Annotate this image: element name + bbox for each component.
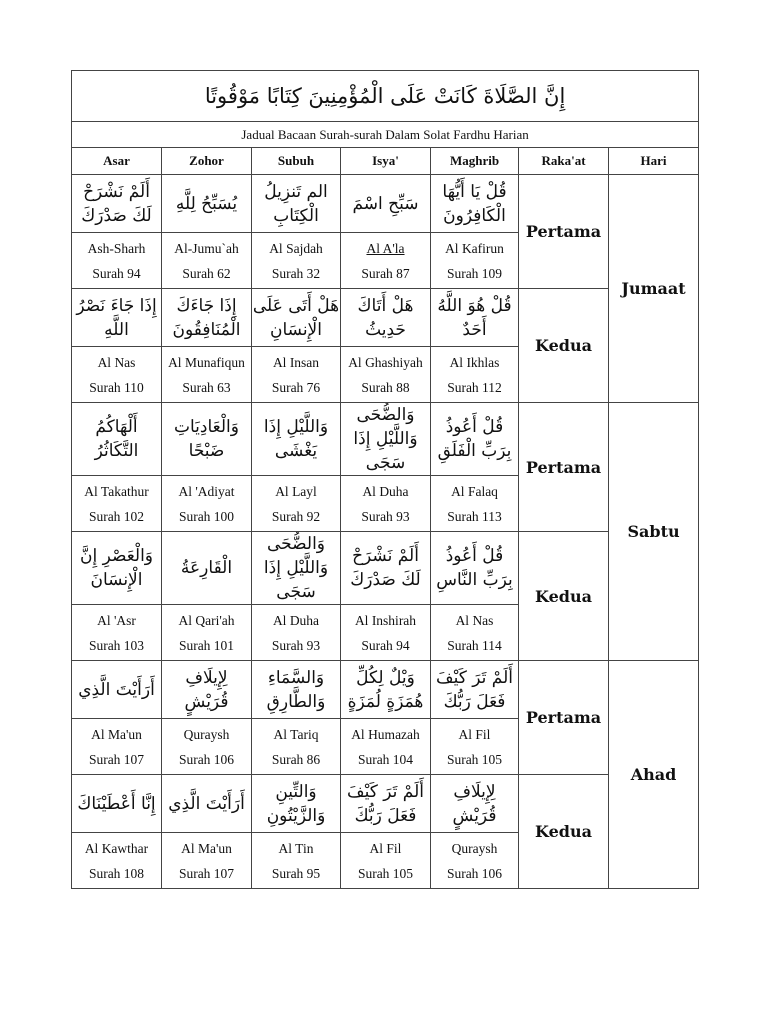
surah-name: Al Tin bbox=[278, 840, 314, 856]
surah-name: Al Tariq bbox=[273, 726, 319, 742]
surah-name: Al Qari'ah bbox=[178, 612, 235, 628]
surah-number: Surah 63 bbox=[182, 379, 231, 395]
surah-number: Surah 107 bbox=[88, 751, 145, 767]
header-maghrib: Maghrib bbox=[431, 148, 519, 175]
surah-cell bbox=[162, 605, 252, 661]
surah-name: Al-Jumu`ah bbox=[174, 240, 239, 256]
arabic-verse-cell: وَالسَّمَاءِ وَالطَّارِقِ bbox=[252, 661, 341, 719]
surah-cell bbox=[341, 347, 431, 403]
arabic-verse-cell: وَالْعَادِيَاتِ ضَبْحًا bbox=[162, 403, 252, 476]
surah-cell bbox=[341, 605, 431, 661]
header-hari: Hari bbox=[609, 148, 699, 175]
surah-name: Al Falaq bbox=[451, 483, 498, 499]
surah-number: Surah 107 bbox=[178, 865, 235, 881]
arabic-verse-cell: وَيْلٌ لِكُلِّ هُمَزَةٍ لُمَزَةٍ bbox=[341, 661, 431, 719]
surah-name: Al Duha bbox=[362, 483, 409, 499]
surah-cell bbox=[162, 347, 252, 403]
surah-number: Surah 101 bbox=[178, 637, 235, 653]
schedule-subtitle: Jadual Bacaan Surah-surah Dalam Solat Fardhu Harian bbox=[72, 122, 699, 148]
surah-name: Al Ma'un bbox=[181, 840, 232, 856]
arabic-verse-cell: أَلَمْ نَشْرَحْ لَكَ صَدْرَكَ bbox=[72, 175, 162, 233]
arabic-verse-cell: وَالضُّحَى وَاللَّيْلِ إِذَا سَجَى bbox=[252, 532, 341, 605]
surah-cell bbox=[431, 605, 519, 661]
surah-number: Surah 32 bbox=[271, 265, 321, 281]
surah-name: Al Nas bbox=[455, 612, 494, 628]
arabic-verse-cell: لِإِيلَافِ قُرَيْشٍ bbox=[162, 661, 252, 719]
surah-name: Al Layl bbox=[275, 483, 317, 499]
surah-number: Surah 106 bbox=[446, 865, 503, 881]
arabic-verse-cell: وَالتِّينِ وَالزَّيْتُونِ bbox=[252, 775, 341, 833]
surah-number: Surah 105 bbox=[357, 865, 414, 881]
day-label: Ahad bbox=[609, 661, 699, 889]
prayer-reading-schedule-table bbox=[71, 70, 699, 889]
surah-cell bbox=[162, 833, 252, 889]
surah-cell bbox=[341, 719, 431, 775]
arabic-verse-cell: قُلْ أَعُوذُ بِرَبِّ النَّاسِ bbox=[431, 532, 519, 605]
surah-name: Al Ghashiyah bbox=[348, 354, 423, 370]
surah-number: Surah 109 bbox=[446, 265, 503, 281]
arabic-verse-cell: إِذَا جَاءَكَ الْمُنَافِقُونَ bbox=[162, 289, 252, 347]
surah-cell bbox=[341, 476, 431, 532]
arabic-verse-cell: أَلَمْ تَرَ كَيْفَ فَعَلَ رَبُّكَ bbox=[431, 661, 519, 719]
surah-name: Al 'Adiyat bbox=[178, 483, 235, 499]
surah-name: Al Fil bbox=[369, 840, 402, 856]
surah-number: Surah 94 bbox=[361, 637, 410, 653]
surah-number: Surah 105 bbox=[446, 751, 503, 767]
arabic-row bbox=[72, 403, 699, 476]
arabic-verse-cell: هَلْ أَتَاكَ حَدِيثُ bbox=[341, 289, 431, 347]
surah-cell bbox=[72, 719, 162, 775]
surah-cell bbox=[341, 233, 431, 289]
surah-name: Al Inshirah bbox=[354, 612, 417, 628]
surah-number: Surah 93 bbox=[361, 508, 410, 524]
surah-name: Al Takathur bbox=[84, 483, 149, 499]
arabic-verse-cell: أَلَمْ نَشْرَحْ لَكَ صَدْرَكَ bbox=[341, 532, 431, 605]
surah-number: Surah 102 bbox=[88, 508, 145, 524]
schedule-document bbox=[71, 70, 698, 889]
subtitle-row bbox=[72, 122, 699, 148]
arabic-verse-cell: إِذَا جَاءَ نَصْرُ اللَّهِ bbox=[72, 289, 162, 347]
surah-number: Surah 103 bbox=[88, 637, 145, 653]
arabic-verse-cell: أَلَمْ تَرَ كَيْفَ فَعَلَ رَبُّكَ bbox=[341, 775, 431, 833]
verse-row bbox=[72, 71, 699, 122]
header-rakaat: Raka'at bbox=[519, 148, 609, 175]
header-asar: Asar bbox=[72, 148, 162, 175]
surah-number: Surah 92 bbox=[271, 508, 321, 524]
arabic-verse-cell: أَرَأَيْتَ الَّذِي bbox=[72, 661, 162, 719]
surah-number: Surah 93 bbox=[271, 637, 321, 653]
surah-name: Quraysh bbox=[183, 726, 230, 742]
arabic-verse-cell: لِإِيلَافِ قُرَيْشٍ bbox=[431, 775, 519, 833]
surah-number: Surah 104 bbox=[357, 751, 414, 767]
surah-name: Al Ma'un bbox=[91, 726, 142, 742]
surah-number: Surah 88 bbox=[361, 379, 410, 395]
arabic-row bbox=[72, 289, 699, 347]
surah-cell bbox=[431, 719, 519, 775]
surah-name: Al Fil bbox=[458, 726, 491, 742]
surah-cell bbox=[431, 476, 519, 532]
surah-name: Al Kafirun bbox=[445, 240, 504, 256]
surah-cell bbox=[341, 833, 431, 889]
rakaat-label: Kedua bbox=[519, 775, 609, 889]
rakaat-label: Pertama bbox=[519, 175, 609, 289]
surah-cell bbox=[162, 719, 252, 775]
rakaat-label: Pertama bbox=[519, 403, 609, 532]
surah-name: Al Munafiqun bbox=[168, 354, 245, 370]
surah-number: Surah 113 bbox=[447, 508, 502, 524]
arabic-row bbox=[72, 175, 699, 233]
surah-number: Surah 87 bbox=[361, 265, 410, 281]
arabic-verse-cell: وَاللَّيْلِ إِذَا يَغْشَى bbox=[252, 403, 341, 476]
surah-cell bbox=[252, 233, 341, 289]
header-subuh: Subuh bbox=[252, 148, 341, 175]
arabic-row bbox=[72, 532, 699, 605]
surah-cell bbox=[431, 347, 519, 403]
surah-number: Surah 76 bbox=[271, 379, 321, 395]
rakaat-label: Kedua bbox=[519, 289, 609, 403]
arabic-verse-cell: قُلْ أَعُوذُ بِرَبِّ الْفَلَقِ bbox=[431, 403, 519, 476]
arabic-verse-cell: أَرَأَيْتَ الَّذِي bbox=[162, 775, 252, 833]
header-zohor: Zohor bbox=[162, 148, 252, 175]
surah-name: Al Ikhlas bbox=[449, 354, 500, 370]
surah-number: Surah 86 bbox=[271, 751, 321, 767]
header-isya: Isya' bbox=[341, 148, 431, 175]
surah-number: Surah 100 bbox=[178, 508, 235, 524]
day-label: Sabtu bbox=[609, 403, 699, 661]
arabic-verse-cell: قُلْ هُوَ اللَّهُ أَحَدٌ bbox=[431, 289, 519, 347]
arabic-verse-cell: هَلْ أَتَى عَلَى الْإِنسَانِ bbox=[252, 289, 341, 347]
surah-name: Al Duha bbox=[272, 612, 320, 628]
arabic-verse-cell: الْقَارِعَةُ bbox=[162, 532, 252, 605]
surah-cell bbox=[431, 233, 519, 289]
day-label: Jumaat bbox=[609, 175, 699, 403]
surah-cell bbox=[72, 347, 162, 403]
surah-number: Surah 114 bbox=[447, 637, 502, 653]
surah-number: Surah 94 bbox=[92, 265, 141, 281]
surah-cell bbox=[162, 476, 252, 532]
surah-cell bbox=[162, 233, 252, 289]
surah-number: Surah 110 bbox=[89, 379, 144, 395]
surah-number: Surah 112 bbox=[447, 379, 502, 395]
arabic-row bbox=[72, 775, 699, 833]
surah-cell bbox=[252, 347, 341, 403]
surah-cell bbox=[252, 605, 341, 661]
surah-cell bbox=[72, 605, 162, 661]
surah-name: Quraysh bbox=[451, 840, 498, 856]
arabic-verse-cell: أَلْهَاكُمُ التَّكَاثُرُ bbox=[72, 403, 162, 476]
surah-cell bbox=[72, 833, 162, 889]
surah-name: Al A'la bbox=[366, 240, 405, 256]
arabic-verse-cell: يُسَبِّحُ لِلَّهِ bbox=[162, 175, 252, 233]
header-row bbox=[72, 148, 699, 175]
surah-name: Al Nas bbox=[97, 354, 136, 370]
surah-number: Surah 95 bbox=[271, 865, 321, 881]
surah-cell bbox=[72, 476, 162, 532]
surah-cell bbox=[72, 233, 162, 289]
surah-cell bbox=[252, 833, 341, 889]
quran-verse-title: إِنَّ الصَّلَاةَ كَانَتْ عَلَى الْمُؤْمِنِينَ كِتَابًا مَوْقُوتًا bbox=[72, 71, 699, 122]
surah-name: Al Insan bbox=[272, 354, 320, 370]
rakaat-label: Pertama bbox=[519, 661, 609, 775]
surah-number: Surah 106 bbox=[178, 751, 235, 767]
arabic-verse-cell: الم تَنزِيلُ الْكِتَابِ bbox=[252, 175, 341, 233]
surah-name: Al 'Asr bbox=[97, 612, 136, 628]
arabic-verse-cell: قُلْ يَا أَيُّهَا الْكَافِرُونَ bbox=[431, 175, 519, 233]
surah-name: Al Kawthar bbox=[84, 840, 149, 856]
surah-name: Al Sajdah bbox=[269, 240, 323, 256]
rakaat-label: Kedua bbox=[519, 532, 609, 661]
surah-cell bbox=[252, 476, 341, 532]
surah-cell bbox=[252, 719, 341, 775]
arabic-verse-cell: إِنَّا أَعْطَيْنَاكَ bbox=[72, 775, 162, 833]
surah-name: Ash-Sharh bbox=[87, 240, 146, 256]
arabic-verse-cell: سَبِّحِ اسْمَ bbox=[341, 175, 431, 233]
surah-number: Surah 62 bbox=[182, 265, 231, 281]
surah-cell bbox=[431, 833, 519, 889]
arabic-verse-cell: وَالضُّحَى وَاللَّيْلِ إِذَا سَجَى bbox=[341, 403, 431, 476]
surah-name: Al Humazah bbox=[351, 726, 420, 742]
arabic-verse-cell: وَالْعَصْرِ إِنَّ الْإِنسَانَ bbox=[72, 532, 162, 605]
arabic-row bbox=[72, 661, 699, 719]
surah-number: Surah 108 bbox=[88, 865, 145, 881]
